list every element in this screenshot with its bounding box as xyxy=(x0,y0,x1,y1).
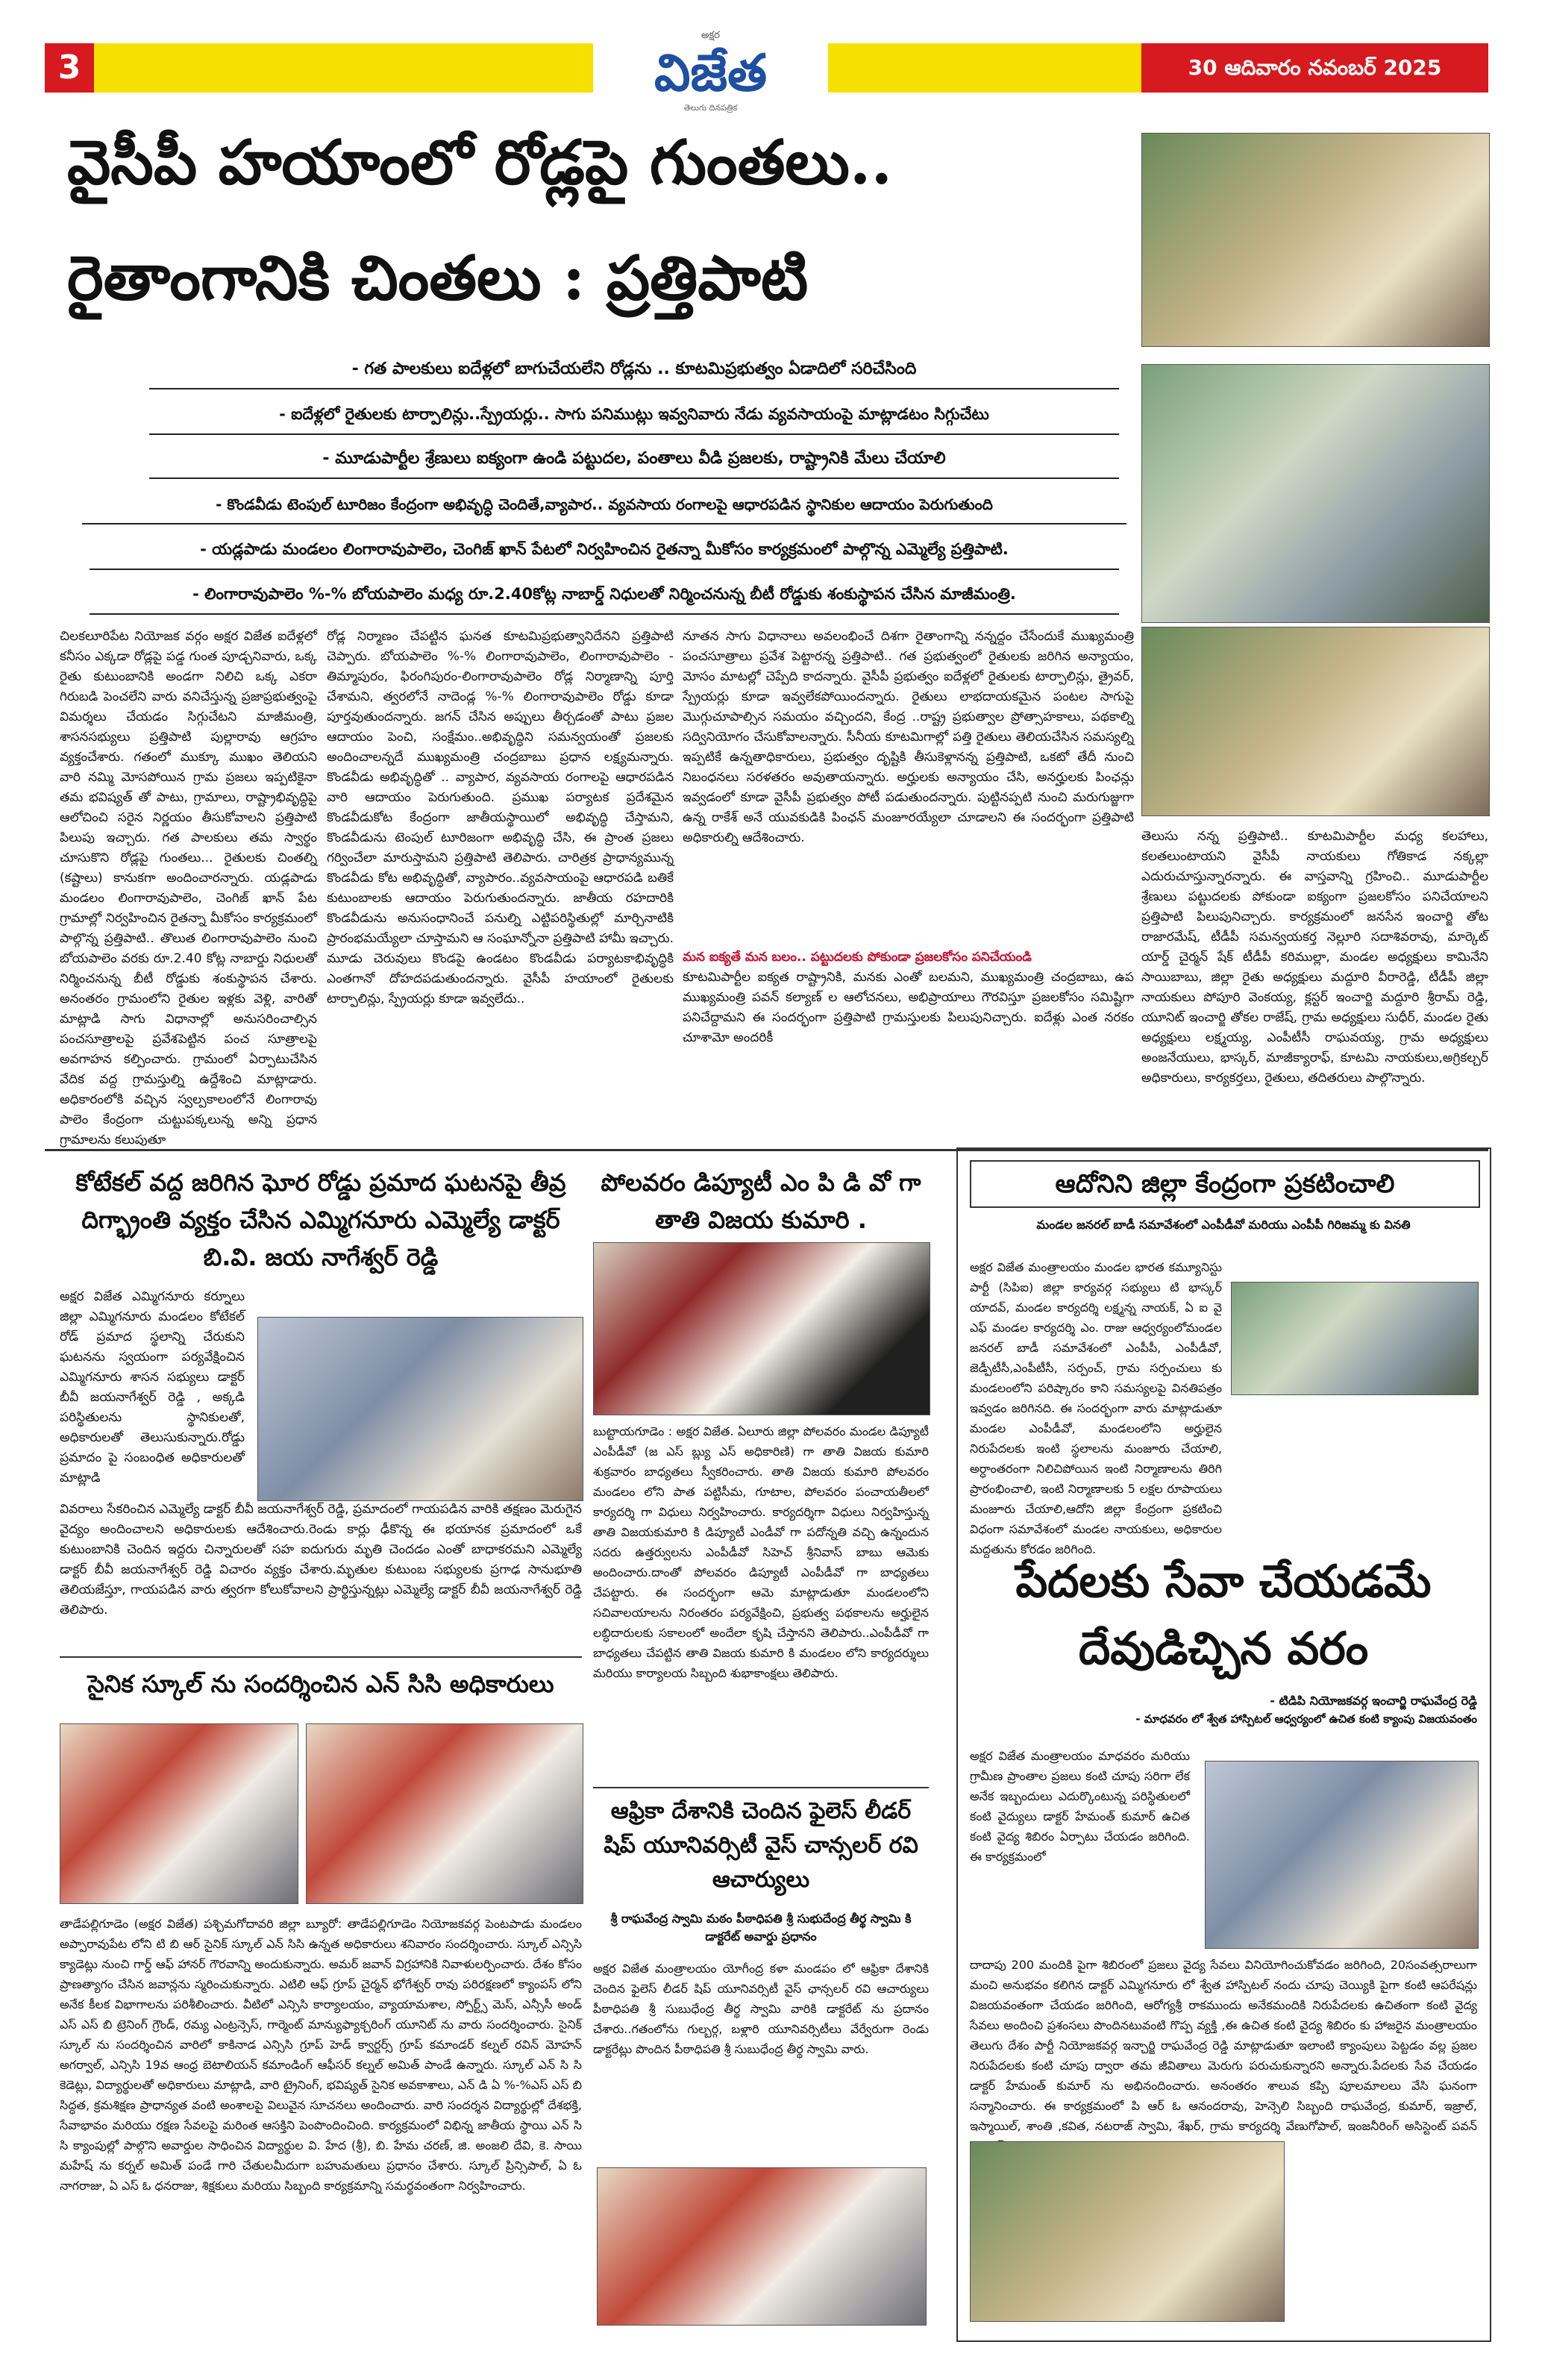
main-photo-1 xyxy=(1141,133,1490,347)
accident-headline: కోటేకల్ వద్ద జరిగిన ఘోర రోడ్డు ప్రమాద ఘటనపై తీవ్ర దిగ్భ్రాంతి వ్యక్తం చేసిన ఎమ్మిగనూరు ఎమ్మెల్యే డాక్టర్ బి.వి. జయ నాగేశ్వర్ రెడ్డి xyxy=(75,1168,566,1271)
polavaram-body: బుట్టాయగూడెం : అక్షర విజేత. ఏలూరు జిల్లా పోలవరం మండల డిప్యూటీ ఎంపీడీవో (జ ఎస్ బ్ల్యు ఎస్ అధికారిణి) గా తాతి విజయ కుమారి శుక్రవారం బాధ్యతలు స్వీకరించారు. తాతి విజయ కుమారి పోలవరం మండలం లోని పాత పట్టిసీమ, గూటాల, పోలవరం పంచాయతీలలో కార్యదర్శి గా విధులు నిర్వహించారు. కార్యదర్శిగా విధులు నిర్వహిస్తున్న తాతి విజయకుమారి కి డిప్యూటీ ఎండీవో గా పదోన్నతి వచ్చి ఉన్నందున సదరు ఉత్తర్వులను ఎంపీడీవో సిహెచ్ శ్రీనివాస్ బాబు ఆమెకు అందించారు.దాంతో పోలవరం డిప్యూటీ ఎంపీడీవో గా బాధ్యతలు చేపట్టారు. ఈ సందర్భంగా ఆమె మాట్లాడుతూ మండలంలోని సచివాలయాలను నిరంతరం పర్యవేక్షించి, ప్రభుత్వ పథకాలను అర్హులైన లబ్ధిదారులకు సకాలంలో అందేలా కృషి చేస్తానని తెలిపారు..ఎంపీడీవో గా బాధ్యతలు చేపట్టిన తాతి విజయ కుమారి కి మండలం లోని కార్యదర్శులు మరియు కార్యాలయ సిబ్బంది శుభాకాంక్షలు తెలిపారు. xyxy=(593,1424,929,1680)
eye-camp-subtitle-1: - టిడిపి నియోజకవర్గ ఇంచార్జి రాఘవేంద్ర రెడ్డి xyxy=(1270,1694,1477,1708)
africa-body: అక్షర విజేత మంత్రాలయం యోగీంద్ర కళా మండపం లో ఆఫ్రికా దేశానికి చెందిన ఫైలెస్ లీడర్ షిప్ యూనివర్సిటీ వైస్ ఛాన్సలర్ రవి ఆచార్యులు పీఠాధిపతి శ్రీ సుబుధేంద్ర తీర్థ స్వామి వారికి డాక్టరేట్ ను ప్రదానం చేశారు..గతంలోను గుల్బర్గ, బళ్లారి యూనివర్సిటీలు వేర్వేరుగా రెండు డాక్టరేట్లు పొందిన పీఠాధిపతి శ్రీ సుబుధేంద్ర తీర్థ స్వామి వారు. xyxy=(593,1961,929,2056)
main-story-col4: తెలుసు నన్న ప్రత్తిపాటి.. కూటమిపార్టీల మధ్య కలహాలు, కలతలుంటాయని వైసీపీ నాయకులు గోతికాడ నక్కల్లా ఎదురుచూస్తున్నారన్నారు. ఈ వాస్తవాన్ని గ్రహించి.. మూడుపార్టీల శ్రేణులు పట్టుదలకు పోకుండా ఐక్యంగా ప్రజలకోసం పనిచేయాలని ప్రత్తిపాటి పిలుపునిచ్చారు. కార్యక్రమంలో జనసేన ఇంచార్జి తోట రాజారమేష్, టీడీపీ సమన్వయకర్త నెల్లూరి సదాశివరావు, మార్కెట్ యార్డ్ చైర్మన్ షేక్ టీడీపీ కరిముల్లా, మండల అధ్యక్షులు కామినేని సాయిబాబు, జిల్లా రైతు అధ్యక్షులు మద్దూరి వీరారెడ్డి, టీడీపీ జిల్లా నాయకులు పోపూరి వెంకయ్య, క్లస్టర్ ఇంచార్జి మద్దూరి శ్రీరామ్ రెడ్డి, యూనిట్ ఇంచార్జి తోకల రాజేష్, గ్రామ అధ్యక్షులు సుధీర్, మండల రైతు అధ్యక్షులు లక్ష్మయ్య, ఎంపీటీసీ రాఘవయ్య, గ్రామ అధ్యక్షులు అంజనేయులు, భాస్కర్, మాజీక్యారాఫ్, కూటమి నాయకులు,అగ్రికల్చర్ అధికారులు, కార్యకర్తలు, రైతులు, తదితరులు పాల్గొన్నారు. xyxy=(1141,829,1488,1086)
eye-camp-subtitle-2: - మాధవరం లో శ్వేత హాస్పిటల్ ఆధ్వర్యంలో ఉచిత కంటి క్యాంపు విజయవంతం xyxy=(1135,1712,1477,1726)
main-photo-2 xyxy=(1141,364,1490,623)
page-number: 3 xyxy=(45,43,94,93)
school-photo-1 xyxy=(60,1723,298,1904)
deck-line: - యడ్లపాడు మండలం లింగారావుపాలెం, చెంగిజ్ ఖాన్ పేటలో నిర్వహించిన రైతన్నా మీకోసం కార్యక్రమంలో పాల్గొన్న ఎమ్మెల్యే ప్రత్తిపాటి. xyxy=(90,540,1119,570)
main-story-col3: నూతన సాగు విధానాలు అవలంభించే దిశగా రైతాంగాన్ని నన్నద్దం చేసేందుకే ముఖ్యమంత్రి పంచసూత్రాలు ప్రవేశ పెట్టారన్న ప్రత్తిపాటి.. గత ప్రభుత్వంలో రైతులకు జరిగిన అన్యాయం, మోసం మాటల్లో చెప్పేది కాదన్నారు. వైసీపీ ప్రభుత్వం ఐదేళ్లలో రైతులకు టార్పాలిన్లు, త్రైవర్, స్ప్రేయర్లు కూడా ఇవ్వలేకపోయిందన్నారు. రైతులు లాభదాయకమైన పంటల సాగుపై మొగ్గుచూపాల్సిన సమయం వచ్చిందని, కేంద్ర ..రాష్ట్ర ప్రభుత్వాల ప్రోత్సాహకాలు, పథకాల్ని సద్వినియోగం చేసుకోవాలన్నారు. సీనీయ కూటమిగాల్లో పత్తి రైతులు తెలియచేసిన సమస్యల్ని ఇప్పటికే ఉన్నతాధికారులు, ప్రభుత్వం దృష్టికి తీసుకెళ్లానన్న ప్రత్తిపాటి, ఒకటో తేదీ నుంచి నిబంధనలు సరళతరం అవుతాయన్నారు. అర్హులకు అన్యాయం చేసి, అనర్హులకు పింఛన్లు ఇవ్వడంలో కూడా వైసీపీ ప్రభుత్వం పోటీ పడుతుందన్నారు. పుట్టినప్పటి నుంచి మరుగుజ్జుగా ఉన్న రాకేశ్ అనే యువకుడికి పింఛన్ మంజూరయ్యేలా చూడాలని ఈ సందర్భంగా ప్రత్తిపాటి అధికారుల్ని ఆదేశించారు. xyxy=(683,629,1134,845)
deck-line: - కొండవీడు టెంపుల్ టూరిజం కేంద్రంగా అభివృద్ధి చెందితే,వ్యాపార.. వ్యవసాయ రంగాలపై ఆధారపడిన స్థానికుల ఆదాయం పెరుగుతుంది xyxy=(82,495,1126,524)
main-story-col1: చిలకలూరిపేట నియోజక వర్గం అక్షర విజేత ఐదేళ్లలో కనీసం ఎక్కడా రోడ్లపై పడ్డ గుంత పూడ్చనివారు, ఒక్క రైతు కుటుంబానికి అండగా నిలిచి ఒక్క ఎకరా గిరుబడి పెంచలేని వారు వనిచేస్తున్న ప్రజాప్రభుత్వంపై విమర్శలు చేయడం సిగ్గుచేటని మాజీమంత్రి, శాసనసభ్యులు ప్రత్తిపాటి పుల్లారావు ఆగ్రహం వ్యక్తంచేశారు. గతంలో ముక్కూ ముఖం తెలియని వారి నమ్మి మోసపోయిన గ్రామ ప్రజలు ఇప్పటికైనా తమ భవిష్యత్ తో పాటు, గ్రామాలు, రాష్ట్రాభివృద్ధిపై ఆలోచించి సరైన నిర్ణయం తీసుకోవాలని ప్రత్తిపాటి పిలుపు ఇచ్చారు. గత పాలకులు తమ స్వార్థం చూసుకొని రోడ్లపై గుంతలు... రైతులకు చింతల్ని (కష్టాలు) కానుకగా అందించారన్నారు. యడ్లపాడు మండలం లింగారావుపాలెం, చెంగిజ్ ఖాన్ పేట గ్రామాల్లో నిర్వహించిన రైతన్నా మీకోసం కార్యక్రమంలో పాల్గొన్న ప్రత్తిపాటి.. తొలుత లింగారావుపాలెం నుంచి బోయపాలెం వరకు రూ.2.40 కోట్ల నాబార్డు నిధులతో నిర్మించనున్న బీటీ రోడ్డుకు శంకుస్థాపన చేశారు. అనంతరం గ్రామంలోని రైతుల ఇళ్లకు వెళ్లి, వారితో మాట్లాడి సాగు విధానాల్లో అనుసరించాల్సిన పంచసూత్రాలపై ప్రవేశపెట్టిన పంచ సూత్రాలపై అవగాహన కల్పించారు. గ్రామంలో ఏర్పాటుచేసిన వేదిక వద్ద గ్రామస్తుల్ని ఉద్దేశించి మాట్లాడారు. అధికారంలోకి వచ్చిన స్వల్పకాలంలోనే లింగారావు పాలెం కేంద్రంగా చుట్టుపక్కలున్న అన్ని ప్రధాన గ్రామాలను కలుపుతూ xyxy=(60,629,317,1147)
deck-line: - ఐదేళ్లలో రైతులకు టార్పాలిన్లు..స్ప్రేయర్లు.. సాగు పనిముట్లు ఇవ్వనివారు నేడు వ్యవసాయంపై మాట్లాడటం సిగ్గుచేటు xyxy=(149,405,1119,435)
masthead-sub: తెలుగు దినపత్రిక xyxy=(683,103,738,113)
eye-camp-photo-2 xyxy=(970,2141,1285,2322)
main-headline-line2: రైతాంగానికి చింతలు : ప్రత్తిపాటి xyxy=(67,242,809,314)
accident-body-a: అక్షర విజేత ఎమ్మిగనూరు కర్నూలు జిల్లా ఎమ్మిగనూరు మండలం కోటేకల్ రోడ్ ప్రమాద స్థలాన్ని చేరుకుని ఘటనను స్వయంగా పర్యవేక్షించిన ఎమ్మిగనూరు శాసన సభ్యులు డాక్టర్ బీవీ జయనాగేశ్వర్ రెడ్డి , అక్కడి పరిస్థితులను స్థానికులతో, అధికారులతో తెలుసుకున్నారు.రోడ్డు ప్రమాదం పై సంబంధిత అధికారులతో మాట్లాడి xyxy=(60,1289,245,1485)
polavaram-photo xyxy=(593,1242,930,1415)
masthead-tag: అక్షర xyxy=(701,30,720,41)
main-photo-3 xyxy=(1141,627,1490,816)
polavaram-headline: పోలవరం డిప్యూటీ ఎం పి డి వో గా తాతి విజయ కుమారి . xyxy=(601,1168,921,1234)
eye-camp-body-b: దాదాపు 200 మందికి పైగా శిబిరంలో ప్రజలు వైద్య సేవలు వినియోగించుకోవడం జరిగింది, 20సంవత్సరాలుగా మంచి అనుభవం కలిగిన డాక్టర్ ఎమ్మిగనూరు లో శ్వేత హాస్పిటల్ నందు చూపు చెయ్యికి పైగా కంటి ఆపరేషన్లు విజయవంతంగా చేయడం జరిగింది, ఆరోగ్యశ్రీ రాకముందు అనేకమందికి నిరుపేదలకు ఉచితంగా కంటి వైద్య సేవలు అందించి ప్రశంసలు పొందినటువంటి గొప్ప వ్యక్తి ,ఈ ఉచిత కంటి వైద్య శిబిరం కు హాజరైన మంత్రాలయం తెలుగు దేశం పార్టీ నియోజకవర్గ ఇన్చార్జి రాఘవేంద్ర రెడ్డి మాట్లాడుతూ ఇలాంటి క్యాంపులు పెట్టడం వల్ల ప్రజల నిరుపేదలకు కంటి చూపు ద్వారా తమ జీవితాలు మెరుగు పరుచుకున్నారని అన్నారు.పేదలకు సేవ చేయడం డాక్టర్ హేమంత్ కుమార్ ను అభినందించారు. అనంతరం శాలువ కప్పి పూలమాలలు వేసి ఘనంగా సన్మానించారు. ఈ కార్యక్రమంలో పి ఆర్ ఓ ఆనందరావు, హెన్సెలి సిబ్బంది రాఘవేంద్ర, కుమార్, ఇజ్రాల్, ఇస్మాయిల్, శాంతి ,కవిత, నటరాజ్ స్వామి, శేఖర్, గ్రామ కార్యదర్శి వేణుగోపాల్, ఇంజనీరింగ్ అసిస్టెంట్ పవన్ xyxy=(970,1958,1477,2133)
deck-line: - గత పాలకులు ఐదేళ్లలో బాగుచేయలేని రోడ్లను .. కూటమిప్రభుత్వం ఏడాదిలో సరిచేసింది xyxy=(149,360,1119,389)
main-headline-line1: వైసీపీ హయాంలో రోడ్లపై గుంతలు.. xyxy=(67,127,892,198)
masthead-title: విజేత xyxy=(654,43,767,103)
main-story-subhead: మన ఐక్యతే మన బలం.. పట్టుదలకు పోకుండా ప్రజలకోసం పనిచేయండి xyxy=(683,950,1032,965)
issue-date: 30 ఆదివారం నవంబర్ 2025 xyxy=(1141,43,1488,93)
africa-subtitle: శ్రీ రాఘవేంద్ర స్వామి మఠం పీఠాధిపతి శ్రీ సుభుదేంద్ర తీర్థ స్వామి కి డాక్టరేట్ అవార్డు ప్రధానం xyxy=(610,1911,912,1944)
eye-camp-headline: పేదలకు సేవా చేయడమే దేవుడిచ్చిన వరం xyxy=(1015,1556,1432,1675)
main-story-col3-wrap xyxy=(683,627,1134,1142)
masthead-logo xyxy=(593,30,828,112)
school-photo-2 xyxy=(306,1723,583,1904)
school-headline: సైనిక స్కూల్ ను సందర్శించిన ఎన్ సిసి అధికారులు xyxy=(60,1656,582,1703)
accident-photo xyxy=(257,1317,583,1501)
deck-line: - మూడుపార్టీల శ్రేణులు ఐక్యంగా ఉండి పట్టుదల, పంతాలు వీడి ప్రజలకు, రాష్ట్రానికి మేలు చేయాలి xyxy=(149,449,1119,479)
main-story-col3b: కూటమిపార్టీల ఐక్యత రాష్ట్రానికి, మనకు ఎంతో బలమని, ముఖ్యమంత్రి చంద్రబాబు, ఉప ముఖ్యమంత్రి పవన్ కల్యాణ్ ల ఆలోచనలు, అభిప్రాయాలు గౌరవిస్తూ ప్రజలకోసం సమిష్టిగా పనిచేద్దామని ఈ సందర్భంగా ప్రత్తిపాటి గ్రామస్తులకు పిలుపునిచ్చారు. ఐదేళ్లు ఎంత నరకం చూశామో అందరికీ xyxy=(683,970,1134,1045)
deck-line: - లింగారావుపాలెం %-% బోయపాలెం మధ్య రూ.2.40కోట్ల నాబార్డ్ నిధులతో నిర్మించనున్న బీటీ రోడ్డుకు శంకుస్థాపన చేసిన మాజీమంత్రి. xyxy=(90,585,1119,615)
africa-headline: ఆఫ్రికా దేశానికి చెందిన ఫైలెస్ లీడర్ షిప్ యూనివర్సిటీ వైస్ చాన్సలర్ రవి ఆచార్యులు xyxy=(593,1787,929,1897)
main-story-col2: రోడ్ల నిర్మాణం చేపట్టిన ఘనత కూటమిప్రభుత్వానిదేనని ప్రత్తిపాటి చెప్పారు. బోయపాలెం %-% లింగారావుపాలెం, లింగారావుపాలెం - తిమ్మాపురం, ఫిరంగిపురం-లింగారావుపాలెం రోడ్ల నిర్మాణాన్ని పూర్తి చేశామని, త్వరలోనే నాదెండ్ల %-% లింగారావుపాలెం రోడ్డు కూడా పూర్తవుతుందన్నారు. జగన్ చేసిన అప్పులు తీర్చడంతో పాటు ప్రజల ఆదాయం పెంచి, సంక్షేమం..అభివృద్ధిని సమన్వయంతో ప్రజలకు అందించాలన్నదే ముఖ్యమంత్రి చంద్రబాబు ప్రధాన లక్ష్యమన్నారు. కొండవీడు అభివృద్ధితో .. వ్యాపార, వ్యవసాయ రంగాలపై ఆధారపడిన వారి ఆదాయం పెరుగుతుంది. ప్రముఖ పర్యాటక ప్రదేశమైన కొండవీడుకోట కేంద్రంగా జాతీయస్థాయిలో అభివృద్ధి చేస్తామని, కొండవీడును టెంపుల్ టూరిజంగా అభివృద్ధి చేసి, ఈ ప్రాంత ప్రజలు గర్వించేలా మారుస్తామని ప్రత్తిపాటి తెలిపారు. చారిత్రక ప్రాధాన్యమున్న కొండవీడు కోట అభివృద్ధితో, వ్యాపారం..వ్యవసాయంపై ఆధారపడి బతికే కుటుంబాలకు ఆదాయం పెరుగుతుందన్నారు. జాతీయ రహదారికి కొండవీడును అనుసంధానించే పనుల్ని ఎట్టిపరిస్థితుల్లో మార్చినాటికి ప్రారంభమయ్యేలా చూస్తామని ఆ సంఘాన్నోనా ప్రత్తిపాటి హామీ ఇచ్చారు. మూడు చెరువులు కొండపై ఉండటం కొండవీడు పర్యాటకాభివృద్ధికి ఎంతగానో దోహదపడుతుందన్నారు. వైసీపీ హయాంలో రైతులకు టార్పాలిన్లు, స్ప్రేయర్లు కూడా ఇవ్వలేదు.. xyxy=(327,629,674,1006)
africa-photo xyxy=(597,2167,927,2326)
adoni-subtitle: మండల జనరల్ బాడీ సమావేశంలో ఎంపీడీవో మరియు ఎంపీపీ గిరిజమ్మ కు వినతి xyxy=(1036,1218,1411,1232)
adoni-photo xyxy=(1231,1282,1479,1395)
eye-camp-photo-1 xyxy=(1205,1761,1479,1949)
accident-body-b: వివరాలు సేకరించిన ఎమ్మెల్యే డాక్టర్ బీవీ జయనాగేశ్వర్ రెడ్డి, ప్రమాదంలో గాయపడిన వారికి తక్షణం మెరుగైన వైద్యం అందించాలని అధికారులకు ఆదేశించారు.రెండు కార్లు ఢీకొన్న ఈ భయానక ప్రమాదంలో ఒకే కుటుంబానికి చెందిన ఇద్దరు చిన్నారులతో సహ ఐదుగురు మృతి చెందడం ఎంతో బాధాకరమని ఎమ్మెల్యే డాక్టర్ బీవీ జయనాగేశ్వర్ రెడ్డి విచారం వ్యక్తం చేశారు.మృతుల కుటుంబ సభ్యులకు ప్రగాఢ సానుభూతి తెలియజేస్తూ, గాయపడిన వారు త్వరగా కోలుకోవాలని ప్రార్థిస్తున్నట్లు ఎమ్మెల్యే డాక్టర్ బీవీ జయనాగేశ్వర్ రెడ్డి తెలిపారు. xyxy=(60,1502,582,1618)
adoni-headline: ఆదోనిని జిల్లా కేంద్రంగా ప్రకటించాలి xyxy=(970,1160,1480,1208)
school-body: తాడేపల్లిగూడెం (అక్షర విజేత) పశ్చిమగోదావరి జిల్లా బ్యూరో: తాడేపల్లిగూడెం నియోజకవర్గ పెంటపాడు మండలం అప్పారావుపేట లోని టి బి ఆర్ సైనిక్ స్కూల్ ఎన్ సిసి ఉన్నత అధికారులు శనివారం సందర్శించారు. స్కూల్ ఎన్సిసి క్యాడెట్లు నుంచి గార్డ్ ఆఫ్ హానర్ గౌరవాన్ని అందుకున్నారు. అమర్ జవాన్ విగ్రహానికి నివాళులర్పించారు. దేశం కోసం ప్రాణత్యాగం చేసిన జవాన్లను స్మరించుకున్నారు. ఎటిలి ఆఫ్ గ్రూప్ చైర్మన్ భోగేశ్వర్ రావు పరిరక్షణలో క్యాంపస్ లోని అనేక కీలక విభాగాలను పరిశీలించారు. వీటిలో ఎన్సిసి కార్యాలయం, వ్యాయామశాల, స్పోర్ట్స్ మెస్, ఎన్సీసీ అండ్ ఎస్ ఎస్ బి ట్రెనింగ్ గ్రౌండ్, రమ్య ఎంట్రన్సెస్, గార్మెంట్ మాన్యుఫ్యాక్చరింగ్ యూనిట్ ను వారు సందర్శించారు. సైనిక్ స్కూల్ ను సందర్శించిన వారిలో కాకినాడ ఎన్సిసి గ్రూప్ హెడ్ క్వార్టర్స్ గ్రూప్ కమాండర్ కల్నల్ రవిన్ మోహన్ అగర్వాల్, ఎన్సిసి 19వ ఆంధ్ర బెటాలియన్ కమాండింగ్ ఆఫీసర్ కల్నల్ అమిత్ పాండే ఉన్నారు. స్కూల్ ఎన్ సి సి కెడెట్లు, విద్యార్థులతో అధికారులు మాట్లాడి, వారి ట్రైనింగ్, భవిష్యత్ సైనిక అవకాశాలు, ఎన్ డి ఏ %-%ఎస్ ఎస్ బి సిద్ధత, క్రమశిక్షణ ప్రాధాన్యత వంటి అంశాలపై విలువైన సూచనలు అందించారు. వారి సందర్శన విద్యార్థుల్లో దేశభక్తి, సేవాభావం మరియు రక్షణ సేవలపై మరింత ఆసక్తిని పెంపొందించింది. కార్యక్రమంలో విభిన్న జాతీయ స్థాయి ఎన్ సి సి క్యాంపుల్లో పాల్గొని అవార్డుల సాధించిన విద్యార్థుల వి. హేద (శ్రీ), బి. హేమ చరణ్, జి. అంజలి దేవి, కె. సాయి మహేష్ ను కర్నల్ అమిత్ పండే గారి చేతులమీదుగా బహుమతులు ప్రధానం చేశారు. స్కూల్ ప్రిన్సిపాల్, ఏ ఓ నాగరాజు, ఏ ఎస్ ఓ ధనరాజు, శిక్షకులు మరియు సిబ్బంది కార్యక్రమాన్ని సమర్థవంతంగా నిర్వహించారు. xyxy=(60,1917,582,2193)
adoni-body-a: అక్షర విజేత మంత్రాలయం మండల భారత కమ్యూనిస్టు పార్టీ (సిపిఐ) జిల్లా కార్యవర్గ సభ్యులు టి భాస్కర్ యాదవ్, మండల కార్యదర్శి లక్ష్మన్న నాయక్, ఏ ఐ వై ఎఫ్ మండల కార్యదర్శి ఎం. రాజు ఆధ్వర్యంలోమండల జనరల్ బాడీ సమావేశంలో ఎంపీపీ, ఎంపీడీవో, జెడ్పీటీసీ,ఎంపీటీసీ, సర్పంచ్, గ్రామ సర్పంచులు కు మండలంలోని పరిష్కారం కాని సమస్యలపై వినతిపత్రం ఇవ్వడం జరిగినది. ఈ సందర్భంగా వారు మాట్లాడుతూ మండల ఎంపీడీవో, మండలంలోని అర్హులైన నిరుపేదలకు ఇంటి స్థలాలను మంజూరు చేయాలి, అర్ధాంతరంగా నిలిచిపోయిన ఇంటి నిర్మాణాలను తిరిగి ప్రారంభించాలి, ఇంటి నిర్మాణాలకు 5 లక్షల రూపాయలు మంజూరు చేయాలి,ఆదోని జిల్లా కేంద్రంగా ప్రకటించి విధంగా సమావేశంలో మండల నాయకులు, అధికారుల మద్దతును కోరడం జరిగింది. xyxy=(970,1260,1222,1556)
eye-camp-body-a: అక్షర విజేత మంత్రాలయం మాధవరం మరియు గ్రామీణ ప్రాంతాల ప్రజలు కంటి చూపు సరిగా లేక అనేక ఇబ్బందులు ఎదుర్కొంటున్న పరిస్థితులలో కంటి వైద్యులు డాక్టర్ హేమంత్ కుమార్ ఉచిత కంటి వైద్య శిబిరం ఏర్పాటు చేయడం జరిగింది. ఈ కార్యక్రమంలో xyxy=(970,1749,1190,1864)
